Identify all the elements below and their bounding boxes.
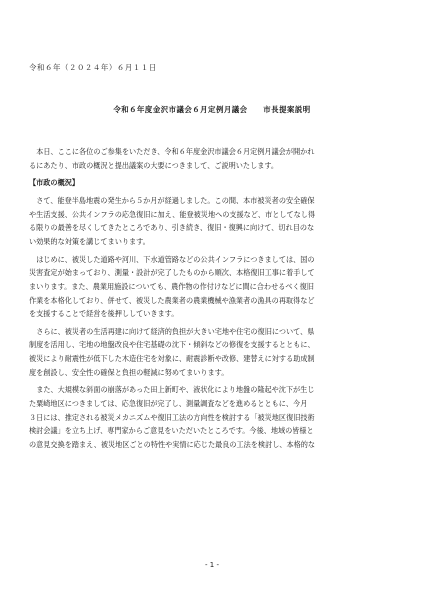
intro-paragraph bbox=[29, 145, 399, 172]
text-line: を支援することで経営を後押ししていきます。 bbox=[29, 309, 179, 319]
body-paragraph bbox=[29, 325, 399, 379]
text-line: い効果的な対策を講じてまいります。 bbox=[29, 236, 150, 246]
text-line: や生活支援、公共インフラの応急復旧に加え、能登被災地への支援など、市としてなし得 bbox=[29, 209, 316, 219]
text-line: 本日、ここに各位のご参集をいただき、令和６年度金沢市議会６月定例月議会が開かれ bbox=[36, 147, 315, 156]
text-line: さて、能登半島地震の発生から５か月が経過しました。この間、本市被災者の安全確保 bbox=[36, 196, 315, 206]
text-line: まいります。また、農業用施設についても、農作物の作付けなどに間に合わせるべく復旧 bbox=[29, 281, 314, 291]
body-paragraph bbox=[29, 383, 399, 451]
document-title: 令和６年度金沢市議会６月定例月議会 市長提案説明 bbox=[113, 105, 311, 114]
text-line: また、大規模な斜面の崩落があった田上新町や、液状化により地盤の隆起や沈下が生じ bbox=[36, 385, 315, 395]
body-paragraph bbox=[29, 194, 399, 248]
text-line: ３日には、推定される被災メカニズムや復旧工法の方向性を検討する「被災地区復旧技術 bbox=[29, 412, 315, 422]
body-paragraph bbox=[29, 253, 399, 321]
page-number: - 1 - bbox=[205, 561, 219, 569]
text-line: の意見交換を踏まえ、被災地区ごとの特性や実情に応じた最良の工法を検討し、本格的な bbox=[29, 439, 316, 449]
text-line: 被災により耐震性が低下した木造住宅を対象に、耐震診断や改修、建替えに対する助成制 bbox=[29, 354, 315, 364]
text-line: た粟崎地区につきましては、応急復旧が完了し、測量調査などを進めるとともに、今月 bbox=[29, 399, 308, 409]
text-line: 度を創設し、安全性の確保と負担の軽減に努めてまいります。 bbox=[29, 367, 229, 377]
document-date: 令和６年（２０２４年）６月１１日 bbox=[29, 63, 157, 72]
document-body bbox=[29, 145, 399, 456]
text-line: 作業を本格化しており、併せて、被災した農業者の農業機械や漁業者の漁具の再取得など bbox=[29, 295, 315, 305]
section-heading: 【市政の概況】 bbox=[29, 178, 79, 188]
text-line: 災害査定が始まっており、測量・設計が完了したものから順次、本格復旧工事に着手して bbox=[29, 268, 315, 278]
text-line: るにあたり、市政の概況と提出議案の大要につきまして、ご説明いたします。 bbox=[29, 160, 279, 170]
text-line: はじめに、被災した道路や河川、下水道管路などの公共インフラにつきましては、国の bbox=[36, 254, 315, 264]
text-line: 制度を活用し、宅地の地盤改良や住宅基礎の沈下・傾斜などの修復を支援するとともに、 bbox=[29, 340, 315, 350]
text-line: る限りの最善を尽くしてきたところであり、引き続き、復旧・復興に向けて、切れ目のな bbox=[29, 223, 315, 233]
text-line: 検討会議」を立ち上げ、専門家からご意見をいただいたところです。今後、地域の皆様と bbox=[29, 426, 314, 436]
text-line: さらに、被災者の生活再建に向けて経済的負担が大きい宅地や住宅の復旧について、県 bbox=[36, 326, 315, 336]
